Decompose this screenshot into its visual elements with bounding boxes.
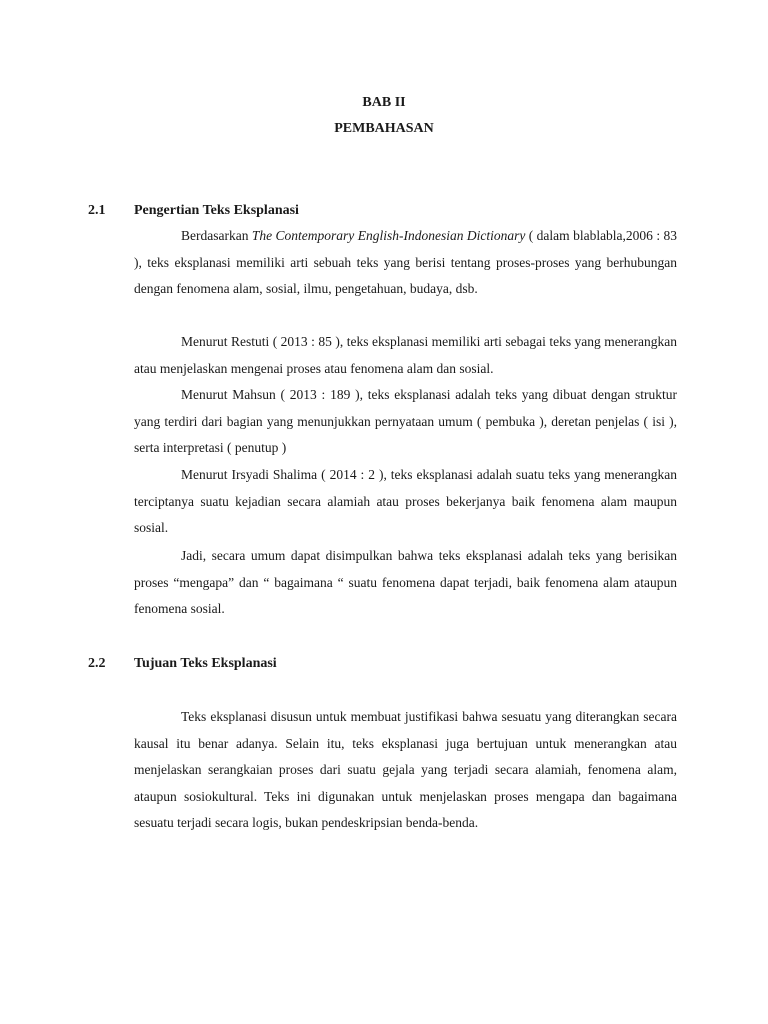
paragraph-text: ( dalam blablabla,2006 : 83 ), teks eksplanasi memiliki arti sebuah teks yang berisi tentang proses-proses yang berhubungan dengan fenomena alam, sosial, ilmu, pengetahuan, budaya, dsb. <box>134 228 678 296</box>
chapter-label: BAB II <box>362 95 406 110</box>
paragraph <box>134 223 677 303</box>
section-number: 2.2 <box>88 656 106 671</box>
paragraph: Menurut Mahsun ( 2013 : 189 ), teks eksplanasi adalah teks yang dibuat dengan struktur yang terdiri dari bagian yang menunjukkan pernyataan umum ( pembuka ), deretan penjelas ( isi ), serta interpretasi ( penutup ) <box>134 387 677 455</box>
section-title: Tujuan Teks Eksplanasi <box>134 656 277 671</box>
chapter-title: PEMBAHASAN <box>334 121 434 136</box>
dictionary-title: The Contemporary English-Indonesian Dictionary <box>251 228 526 243</box>
paragraph-text: Berdasarkan <box>181 228 252 243</box>
paragraph: Teks eksplanasi disusun untuk membuat justifikasi bahwa sesuatu yang diterangkan secara kausal itu benar adanya. Selain itu, teks eksplanasi juga bertujuan untuk menerangkan atau menjelaskan serangkaian proses dari suatu gejala yang terjadi secara alamiah, fenomena alam, ataupun sosiokultural. Teks ini digunakan untuk menjelaskan proses mengapa dan bagaimana sesuatu terjadi secara logis, bukan pendeskripsian benda-benda. <box>134 709 677 830</box>
section-title: Pengertian Teks Eksplanasi <box>134 203 299 218</box>
section-number: 2.1 <box>88 203 106 218</box>
paragraph: Jadi, secara umum dapat disimpulkan bahwa teks eksplanasi adalah teks yang berisikan proses “mengapa” dan “ bagaimana “ suatu fenomena dapat terjadi, baik fenomena alam ataupun fenomena sosial. <box>134 548 677 616</box>
paragraph: Menurut Restuti ( 2013 : 85 ), teks eksplanasi memiliki arti sebagai teks yang menerangkan atau menjelaskan mengenai proses atau fenomena alam dan sosial. <box>134 334 677 376</box>
paragraph: Menurut Irsyadi Shalima ( 2014 : 2 ), teks eksplanasi adalah suatu teks yang menerangkan terciptanya suatu kejadian secara alamiah atau proses bekerjanya baik fenomena alam maupun sosial. <box>134 467 677 535</box>
